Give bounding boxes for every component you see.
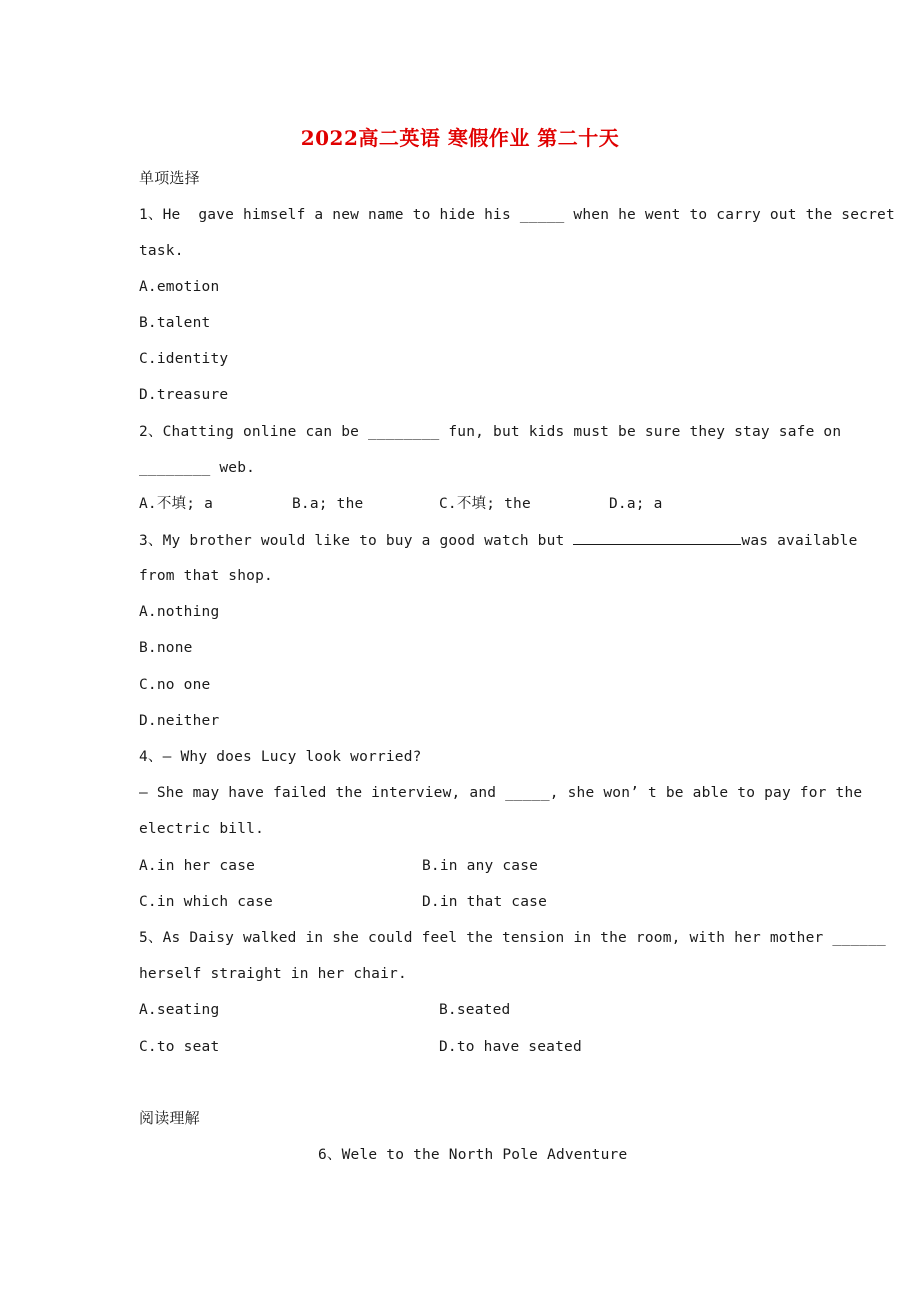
question-4-option-b: B.in any case: [422, 858, 539, 874]
question-3-option-c: C.no one: [139, 677, 211, 693]
question-5-line-1: 5、As Daisy walked in she could feel the tension in the room, with her mother ______: [139, 930, 886, 946]
question-3-text-b: was available: [741, 533, 858, 549]
question-4-line-2: — She may have failed the interview, and _____, she won’ t be able to pay for the: [139, 785, 863, 801]
question-3-text-a: 3、My brother would like to buy a good watch but: [139, 533, 574, 549]
question-5-option-b: B.seated: [439, 1002, 511, 1018]
question-5-option-c: C.to seat: [139, 1039, 220, 1055]
question-2-option-d: D.a; a: [609, 496, 663, 512]
question-2-line-1: 2、Chatting online can be ________ fun, but kids must be sure they stay safe on: [139, 424, 842, 440]
question-2-option-a: A.不填; a: [139, 496, 214, 512]
question-4-line-3: electric bill.: [139, 821, 265, 837]
question-3-line-1: [139, 530, 858, 551]
question-6-title: 6、Wele to the North Pole Adventure: [318, 1147, 628, 1163]
question-2-option-c: C.不填; the: [439, 496, 531, 512]
question-1-blank: _____: [519, 207, 565, 223]
question-1-text-b: when he went to carry out the secret: [564, 207, 895, 223]
question-1-line-1: [139, 205, 895, 225]
question-4-option-a: A.in her case: [139, 858, 256, 874]
question-3-blank: [573, 530, 741, 545]
question-1-option-c: C.identity: [139, 351, 229, 367]
section-heading-single-choice: 单项选择: [139, 169, 200, 187]
question-4-line-1: 4、— Why does Lucy look worried?: [139, 749, 422, 765]
question-4-option-c: C.in which case: [139, 894, 273, 910]
question-1-option-d: D.treasure: [139, 387, 229, 403]
question-5-line-2: herself straight in her chair.: [139, 966, 407, 982]
question-3-option-b: B.none: [139, 640, 193, 656]
question-3-option-d: D.neither: [139, 713, 220, 729]
question-4-option-d: D.in that case: [422, 894, 548, 910]
question-2-line-2: ________ web.: [139, 460, 256, 476]
question-1-text-a: 1、He gave himself a new name to hide his: [139, 207, 520, 223]
question-1-line-2: task.: [139, 243, 184, 259]
question-1-option-a: A.emotion: [139, 279, 220, 295]
section-heading-reading: 阅读理解: [139, 1109, 200, 1127]
question-3-option-a: A.nothing: [139, 604, 220, 620]
page-title: 2022高二英语 寒假作业 第二十天: [300, 126, 620, 150]
question-1-option-b: B.talent: [139, 315, 211, 331]
question-2-option-b: B.a; the: [292, 496, 364, 512]
question-5-option-d: D.to have seated: [439, 1039, 582, 1055]
question-5-option-a: A.seating: [139, 1002, 220, 1018]
question-3-line-2: from that shop.: [139, 568, 273, 584]
